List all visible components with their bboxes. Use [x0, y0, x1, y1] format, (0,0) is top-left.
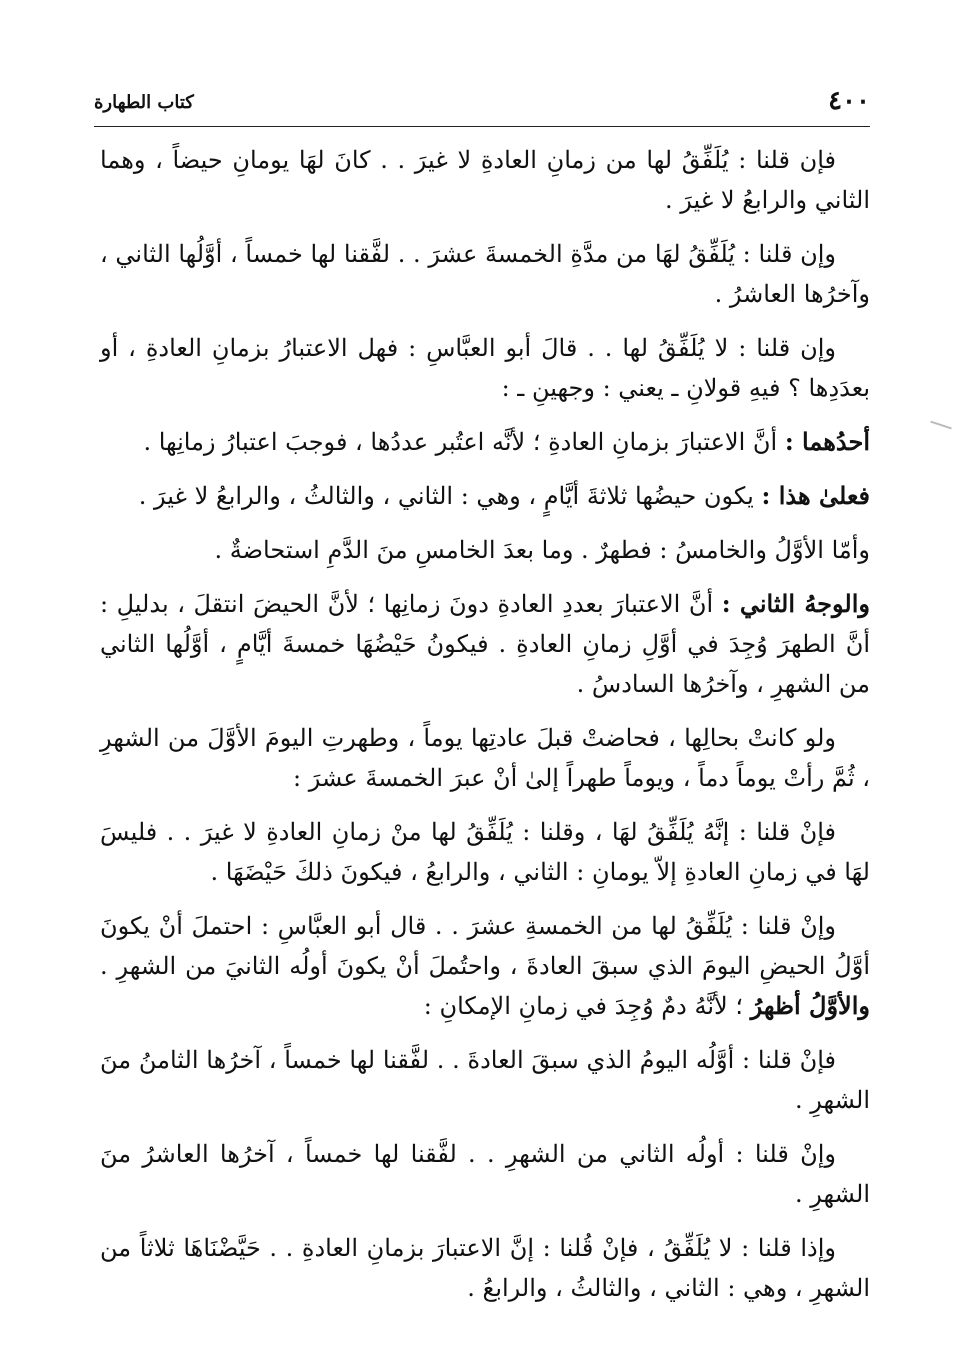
paragraph-text: وأمّا الأوَّلُ والخامسُ : فطهرٌ . وما بعدَ الخامسِ منَ الدَّمِ استحاضةٌ .	[214, 536, 870, 564]
paragraph-text: فإن قلنا : يُلَفِّقُ لها من زمانِ العادةِ لا غيرَ . . كانَ لهَا يومانِ حيضاً ، وهما الثاني والرابعُ لا غيرَ .	[100, 146, 870, 214]
paragraph-text: وإن قلنا : يُلَفِّقُ لهَا من مدَّةِ الخمسةَ عشرَ . . لفَّقنا لها خمساً ، أوَّلُها الثاني ، وآخرُها العاشرُ .	[100, 240, 870, 308]
paragraph	[100, 140, 870, 220]
paragraph-text: ولو كانتْ بحالِها ، فحاضتْ قبلَ عادتِها يوماً ، وطهرتِ اليومَ الأوَّلَ من الشهرِ ، ثُمَّ رأتْ يوماً دماً ، ويوماً طهراً إلىٰ أنْ عبرَ الخمسةَ عشرَ :	[100, 724, 870, 792]
paragraph-text: يكون حيضُها ثلاثةَ أيَّامٍ ، وهي : الثاني ، والثالثُ ، والرابعُ لا غيرَ .	[138, 482, 762, 510]
paragraph	[100, 1040, 870, 1120]
paragraph-text: أنَّ الاعتبارَ بعددِ العادةِ دونَ زمانِها ؛ لأنَّ الحيضَ انتقلَ ، بدليلِ : أنَّ الطهرَ وُجِدَ في أوَّلِ زمانِ العادةِ . فيكونُ حَيْضُهَا خمسةَ أيَّامٍ ، أوَّلُها الثاني من الشهرِ ، وآخرُها السادسُ .	[100, 590, 870, 698]
paragraph-text: أنَّ الاعتبارَ بزمانِ العادةِ ؛ لأنَّه اعتُبر عددُها ، فوجبَ اعتبارُ زمانِها .	[143, 428, 785, 456]
paragraph-emphasis: والأوَّلُ أظهرُ	[750, 991, 870, 1020]
paragraph-text: وإنْ قلنا : يُلَفِّقُ لها من الخمسةِ عشرَ . . قال أبو العبَّاسِ : احتملَ أنْ يكونَ أوَّلُ الحيضِ اليومَ الذي سبقَ العادةَ ، واحتُملَ أنْ يكونَ أولُه الثانيَ من الشهرِ .	[100, 912, 870, 980]
paragraph	[100, 530, 870, 570]
paragraph-lead: والوجهُ الثاني :	[721, 589, 870, 618]
paragraph	[100, 1134, 870, 1214]
paragraph	[100, 234, 870, 314]
paragraph	[100, 584, 870, 704]
paragraph-text: وإذا قلنا : لا يُلَفِّقُ ، فإنْ قُلنا : إنَّ الاعتبارَ بزمانِ العادةِ . . حَيَّضْنَاهَا ثلاثاً من الشهرِ ، وهي : الثاني ، والثالثُ ، والرابعُ .	[100, 1234, 870, 1302]
paragraph-text: وإنْ قلنا : أولُه الثاني من الشهرِ . . لفَّقنا لها خمساً ، آخرُها العاشرُ منَ الشهرِ .	[100, 1140, 870, 1208]
paragraph-tail: ؛ لأنَّهُ دمٌ وُجِدَ في زمانِ الإمكانِ :	[423, 992, 751, 1020]
page-number: ٤٠٠	[828, 86, 870, 116]
paragraph	[100, 906, 870, 1026]
paragraph	[100, 718, 870, 798]
paragraph	[100, 328, 870, 408]
margin-mark	[930, 420, 952, 430]
page-header	[94, 82, 870, 127]
paragraph-text: فإنْ قلنا : إنَّهُ يُلَفِّقُ لهَا ، وقلنا : يُلَفِّقُ لها منْ زمانِ العادةِ لا غيرَ . . فليسَ لهَا في زمانِ العادةِ إلاّ يومانِ : الثاني ، والرابعُ ، فيكونَ ذلكَ حَيْضَهَا .	[100, 818, 870, 886]
paragraph	[100, 812, 870, 892]
book-title: كتاب الطهارة	[94, 92, 194, 113]
paragraph-lead: أحدُهما :	[784, 427, 870, 456]
paragraph	[100, 1228, 870, 1308]
paragraph-text: فإنْ قلنا : أوَّلُه اليومُ الذي سبقَ العادةَ . . لفَّقنا لها خمساً ، آخرُها الثامنُ منَ الشهرِ .	[100, 1046, 870, 1114]
paragraph-text: وإن قلنا : لا يُلَفِّقُ لها . . قالَ أبو العبَّاسِ : فهل الاعتبارُ بزمانِ العادةِ ، أو بعدَدِها ؟ فيهِ قولانِ ـ يعني : وجهينِ ـ :	[100, 334, 870, 402]
body-text	[100, 140, 870, 1322]
paragraph	[100, 476, 870, 516]
paragraph-lead: فعلىٰ هذا :	[761, 481, 870, 510]
paragraph	[100, 422, 870, 462]
